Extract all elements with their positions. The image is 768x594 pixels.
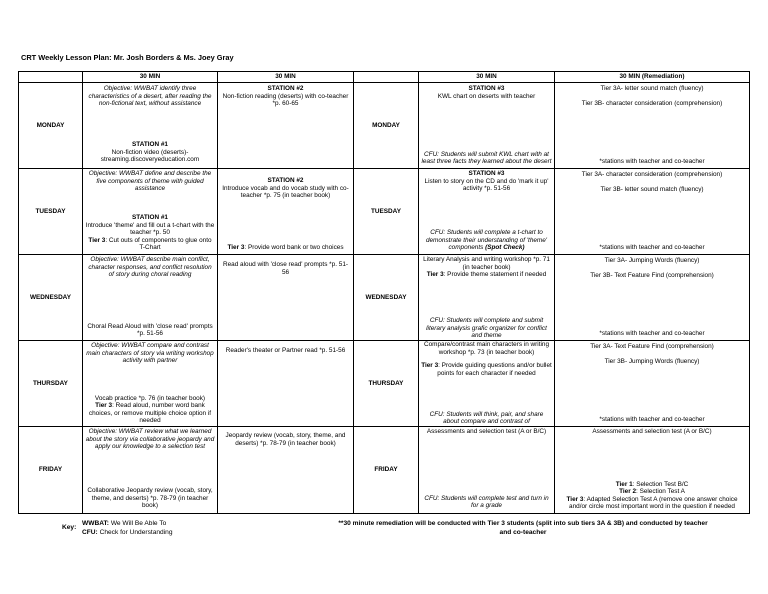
stations-note: *stations with teacher and co-teacher (599, 416, 705, 424)
tier-text: Tier 3B- letter sound match (fluency) (600, 185, 704, 193)
tier-text: Tier 3A- character consideration (comprehension) (581, 171, 723, 178)
station3-cell (419, 83, 555, 169)
remediation-cell (555, 169, 750, 255)
tier3-support (421, 362, 552, 377)
tier-support-text: : Provide guiding questions and/or bullet points for each character if needed (437, 362, 552, 377)
key-line-cfu (82, 529, 173, 538)
day-label: MONDAY (354, 83, 419, 169)
tier-text: Tier 3B- Jumping Words (fluency) (604, 357, 700, 365)
tier3-line (557, 496, 747, 511)
activity-text: Introduce vocab and do vocab study with co-teacher *p. 75 (in teacher book) (222, 184, 349, 200)
station-heading: STATION #1 (132, 141, 168, 149)
key-abbr: CFU: (82, 528, 98, 536)
tier-text: Tier 3B- Text Feature Find (comprehension) (590, 271, 714, 279)
tier-label: Tier 3 (227, 244, 245, 252)
tier-label: Tier 3 (421, 362, 439, 370)
tier-support-text: : Provide word bank or two choices (244, 244, 344, 252)
station3-cell (419, 255, 555, 341)
header-cell (354, 72, 419, 83)
tier-text: Tier 3B- character consideration (comprehension) (581, 99, 723, 107)
spot-check-label: (Spot Check) (483, 244, 525, 252)
tier3-support (421, 271, 552, 279)
tier-label: Tier 2 (619, 488, 637, 496)
station3-cell (419, 427, 555, 514)
station1-cell (83, 255, 218, 341)
objective-text: Objective: WWBAT define and describe the five components of theme with guided assistance (88, 170, 212, 193)
station3-cell (419, 341, 555, 427)
activity-text: Introduce 'theme' and fill out a t-chart with the teacher *p. 50 (85, 221, 215, 237)
tier-label: Tier 3 (88, 236, 106, 244)
tier3-support (85, 402, 215, 425)
stations-note: *stations with teacher and co-teacher (599, 330, 705, 338)
header-cell: 30 MIN (419, 72, 555, 83)
table-header-row (19, 72, 750, 83)
activity-text: Non-fiction reading (deserts) with co-teacher *p. 60-65 (222, 92, 349, 108)
station1-cell (83, 341, 218, 427)
table-row (19, 83, 750, 169)
remediation-cell (555, 83, 750, 169)
activity-text: Jeopardy review (vocab, story, theme, and deserts) *p. 78-79 (in teacher book) (225, 432, 346, 447)
day-label: THURSDAY (19, 341, 83, 427)
assessment-heading: Assessments and selection test (A or B/C) (592, 428, 712, 435)
station-heading: STATION #1 (132, 214, 168, 222)
day-label: MONDAY (19, 83, 83, 169)
tier3-support (85, 237, 215, 252)
day-label: WEDNESDAY (354, 255, 419, 341)
tier-support-text: : Read aloud, number word bank choices, or remove multiple choice option if needed (88, 402, 212, 425)
cfu-text: CFU: Students will think, pair, and share about compare and contrast of (429, 410, 544, 426)
day-label: TUESDAY (19, 169, 83, 255)
day-label: TUESDAY (354, 169, 419, 255)
stations-note: *stations with teacher and co-teacher (599, 244, 705, 252)
tier-line-text: : Selection Test B/C (632, 480, 689, 488)
tier-label: Tier 3 (566, 495, 584, 503)
objective-text: Objective: WWBAT identify three characteristics of a desert, after reading the non-fictional text, without assistance (88, 85, 212, 108)
tier-label: Tier 1 (615, 480, 633, 488)
header-cell: 30 MIN (Remediation) (555, 72, 750, 83)
key-label: Key: (62, 524, 77, 531)
station3-cell (419, 169, 555, 255)
key-line-wwbat (82, 520, 173, 529)
table-row (19, 341, 750, 427)
activity-text: KWL chart on deserts with teacher (437, 92, 536, 100)
key-definition: We Will Be Able To (108, 520, 167, 527)
station1-cell (83, 169, 218, 255)
station2-cell (218, 255, 354, 341)
activity-text: Vocab practice *p. 76 (in teacher book) (94, 394, 206, 402)
station1-cell (83, 427, 218, 514)
stations-note: *stations with teacher and co-teacher (599, 158, 705, 166)
activity-text: Collaborative Jeopardy review (vocab, story, theme, and deserts) *p. 78-79 (in teacher book) (87, 487, 213, 510)
tier-support-text: : Cut outs of components to glue onto T-Chart (105, 236, 212, 252)
station2-cell (218, 83, 354, 169)
cfu-text: CFU: Students will complete and submit literary analysis grafic organizer for conflict and theme (426, 317, 547, 340)
activity-text: Compare/contrast main characters in writing workshop *p. 73 (in teacher book) (423, 341, 550, 356)
activity-text: Choral Read Aloud with 'close read' prompts (87, 322, 213, 330)
activity-text: Non-fiction video (deserts)- streaming.discoveryeducation.com (100, 148, 200, 164)
remediation-cell (555, 341, 750, 427)
remediation-note: **30 minute remediation will be conducted with Tier 3 students (split into sub tiers 3A & 3B) and conducted by teacher and co-teacher (338, 520, 708, 536)
cfu-text: CFU: Students will complete test and turn in for a grade (424, 494, 549, 510)
station1-cell (83, 83, 218, 169)
header-cell: 30 MIN (83, 72, 218, 83)
objective-text: Objective: WWBAT compare and contrast main characters of story via writing workshop activity with partner (86, 342, 214, 365)
page-reference: *p. 51-56 (137, 330, 163, 338)
tier-label: Tier 3 (426, 271, 444, 279)
day-label: WEDNESDAY (19, 255, 83, 341)
station-heading: STATION #2 (267, 85, 304, 92)
key-abbr: WWBAT: (82, 520, 109, 527)
tier-text: Tier 3A- Jumping Words (fluency) (604, 257, 700, 264)
activity-text: Listen to story on the CD and do 'mark it up' activity *p. 51-56 (424, 177, 549, 193)
tier-line-text: : Selection Test A (636, 488, 685, 496)
objective-text: Objective: WWBAT review what we learned about the story via collaborative jeopardy and apply our knowledge to a selection test (85, 428, 215, 451)
day-label: FRIDAY (19, 427, 83, 514)
tier-line-text: : Adapted Selection Test A (remove one answer choice and/or circle most important word in the question if needed (569, 495, 738, 511)
tier3-support (220, 244, 351, 252)
station2-cell (218, 427, 354, 514)
station2-cell (218, 169, 354, 255)
header-cell (19, 72, 83, 83)
table-row (19, 427, 750, 514)
station-heading: STATION #3 (468, 170, 505, 177)
activity-text: Literary Analysis and writing workshop *p. 71 (in teacher book) (423, 256, 550, 271)
tier-text: Tier 3A- letter sound match (fluency) (600, 85, 704, 92)
cfu-text (421, 229, 552, 252)
tier2-line (557, 488, 747, 496)
header-cell: 30 MIN (218, 72, 354, 83)
station2-cell (218, 341, 354, 427)
station-heading: STATION #3 (468, 85, 505, 92)
cfu-text: CFU: Students will submit KWL chart with at least three facts they learned about the desert (421, 150, 552, 166)
document-title: CRT Weekly Lesson Plan: Mr. Josh Borders & Ms. Joey Gray (21, 53, 234, 62)
remediation-cell (555, 427, 750, 514)
activity-text: Assessments and selection test (A or B/C) (426, 428, 547, 435)
table-row (19, 255, 750, 341)
day-label: THURSDAY (354, 341, 419, 427)
lesson-plan-table (18, 71, 750, 514)
remediation-cell (555, 255, 750, 341)
station-heading: STATION #2 (267, 177, 304, 184)
cfu-body: CFU: Students will complete a t-chart to demonstrate their understanding of 'theme' components (425, 229, 548, 252)
tier1-line (557, 481, 747, 489)
tier-text: Tier 3A- Text Feature Find (comprehension) (590, 343, 714, 350)
tier-label: Tier 3 (95, 402, 113, 410)
key-definition: Check for Understanding (97, 528, 173, 536)
day-label: FRIDAY (354, 427, 419, 514)
table-row (19, 169, 750, 255)
objective-text: Objective: WWBAT describe main conflict, character responses, and conflict resolution of story during choral reading (88, 256, 212, 279)
activity-text: Reader's theater or Partner read *p. 51-56 (225, 347, 346, 354)
activity-text: Read aloud with 'close read' prompts *p. 51-56 (223, 261, 348, 276)
tier-support-text: : Provide theme statement if needed (443, 271, 547, 279)
